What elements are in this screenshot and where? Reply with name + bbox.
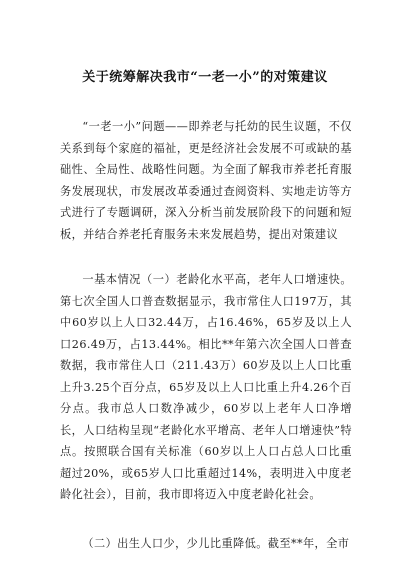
paragraph-basic-situation: 一基本情况（一）老龄化水平高，老年人口增速快。第七次全国人口普查数据显示，我市常住人口197万，其中60岁以上人口32.44万，占16.46%，65岁及以上人口26.49万，占13.44%。相比**年第六次全国人口普查数据，我市常住人口（211.43万）60岁及以上人口比重上升3.25个百分点，65岁及以上人口比重上升4.26个百分点。我市总人口数净减少，60岁以上老年人口净增长，人口结构呈现“老龄化水平增高、老年人口增速快”特点。按照联合国有关标准（60岁以上人口占总人口比重超过20%，或65岁人口比重超过14%，表明进入中度老龄化社会），目前，我市即将迈入中度老龄化社会。 bbox=[60, 273, 352, 501]
paragraph-birth-population: （二）出生人口少，少儿比重降低。截至**年，全市 bbox=[82, 537, 350, 550]
document-title: 关于统筹解决我市“一老一小”的对策建议 bbox=[82, 70, 328, 85]
paragraph-intro: “一老一小”问题——即养老与托幼的民生议题，不仅关系到每个家庭的福祉，更是经济社会发展不可或缺的基础性、全局性、战略性问题。为全面了解我市养老托育服务发展现状，市发展改革委通过查阅资料、实地走访等方式进行了专题调研，深入分析当前发展阶段下的问题和短板，并结合养老托育服务未来发展趋势，提出对策建议 bbox=[60, 120, 352, 241]
